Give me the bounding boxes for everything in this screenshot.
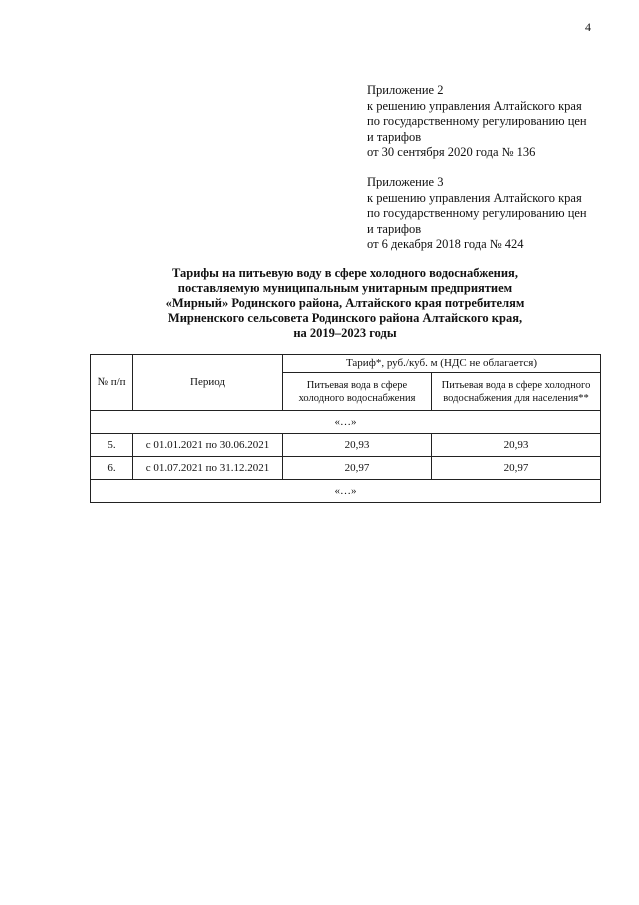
title-line: поставляемую муниципальным унитарным предприятием xyxy=(177,281,513,295)
row-period: с 01.01.2021 по 30.06.2021 xyxy=(133,434,283,457)
header-num: № п/п xyxy=(91,355,133,411)
appendix-line: Приложение 2 xyxy=(367,83,444,97)
row-period: с 01.07.2021 по 31.12.2021 xyxy=(133,457,283,480)
title-line: на 2019–2023 годы xyxy=(293,326,397,340)
appendix-line: к решению управления Алтайского края xyxy=(367,190,582,205)
table-ellipsis-top: «…» xyxy=(91,411,601,434)
row-population-tariff: 20,97 xyxy=(432,457,601,480)
header-period: Период xyxy=(133,355,283,411)
page-number: 4 xyxy=(585,20,591,34)
appendix-line: и тарифов xyxy=(367,129,422,144)
appendix-3-reference xyxy=(367,175,587,253)
tariff-table xyxy=(90,354,601,503)
row-water-tariff: 20,97 xyxy=(283,457,432,480)
table-row xyxy=(91,434,601,457)
appendix-line: и тарифов xyxy=(367,221,422,236)
appendix-line: от 30 сентября 2020 года № 136 xyxy=(367,145,536,159)
document-title xyxy=(90,266,600,341)
header-water: Питьевая вода в сфере холодного водоснабжения xyxy=(283,373,432,411)
appendix-2-reference xyxy=(367,83,587,161)
appendix-line: к решению управления Алтайского края xyxy=(367,98,582,113)
title-line: «Мирный» Родинского района, Алтайского края потребителям xyxy=(165,296,525,310)
appendix-line: по государственному регулированию цен xyxy=(367,114,587,128)
row-water-tariff: 20,93 xyxy=(283,434,432,457)
header-tariff-group: Тариф*, руб./куб. м (НДС не облагается) xyxy=(283,355,601,373)
title-line: Мирненского сельсовета Родинского района Алтайского края, xyxy=(167,311,523,325)
header-population: Питьевая вода в сфере холодного водоснабжения для населения** xyxy=(432,373,601,411)
row-num: 6. xyxy=(91,457,133,480)
row-num: 5. xyxy=(91,434,133,457)
title-line: Тарифы на питьевую воду в сфере холодного водоснабжения, xyxy=(172,266,518,280)
table-row xyxy=(91,457,601,480)
appendix-line: Приложение 3 xyxy=(367,175,444,189)
appendix-line: от 6 декабря 2018 года № 424 xyxy=(367,237,524,251)
row-population-tariff: 20,93 xyxy=(432,434,601,457)
appendix-line: по государственному регулированию цен xyxy=(367,206,587,220)
table-ellipsis-bottom: «…» xyxy=(91,480,601,503)
